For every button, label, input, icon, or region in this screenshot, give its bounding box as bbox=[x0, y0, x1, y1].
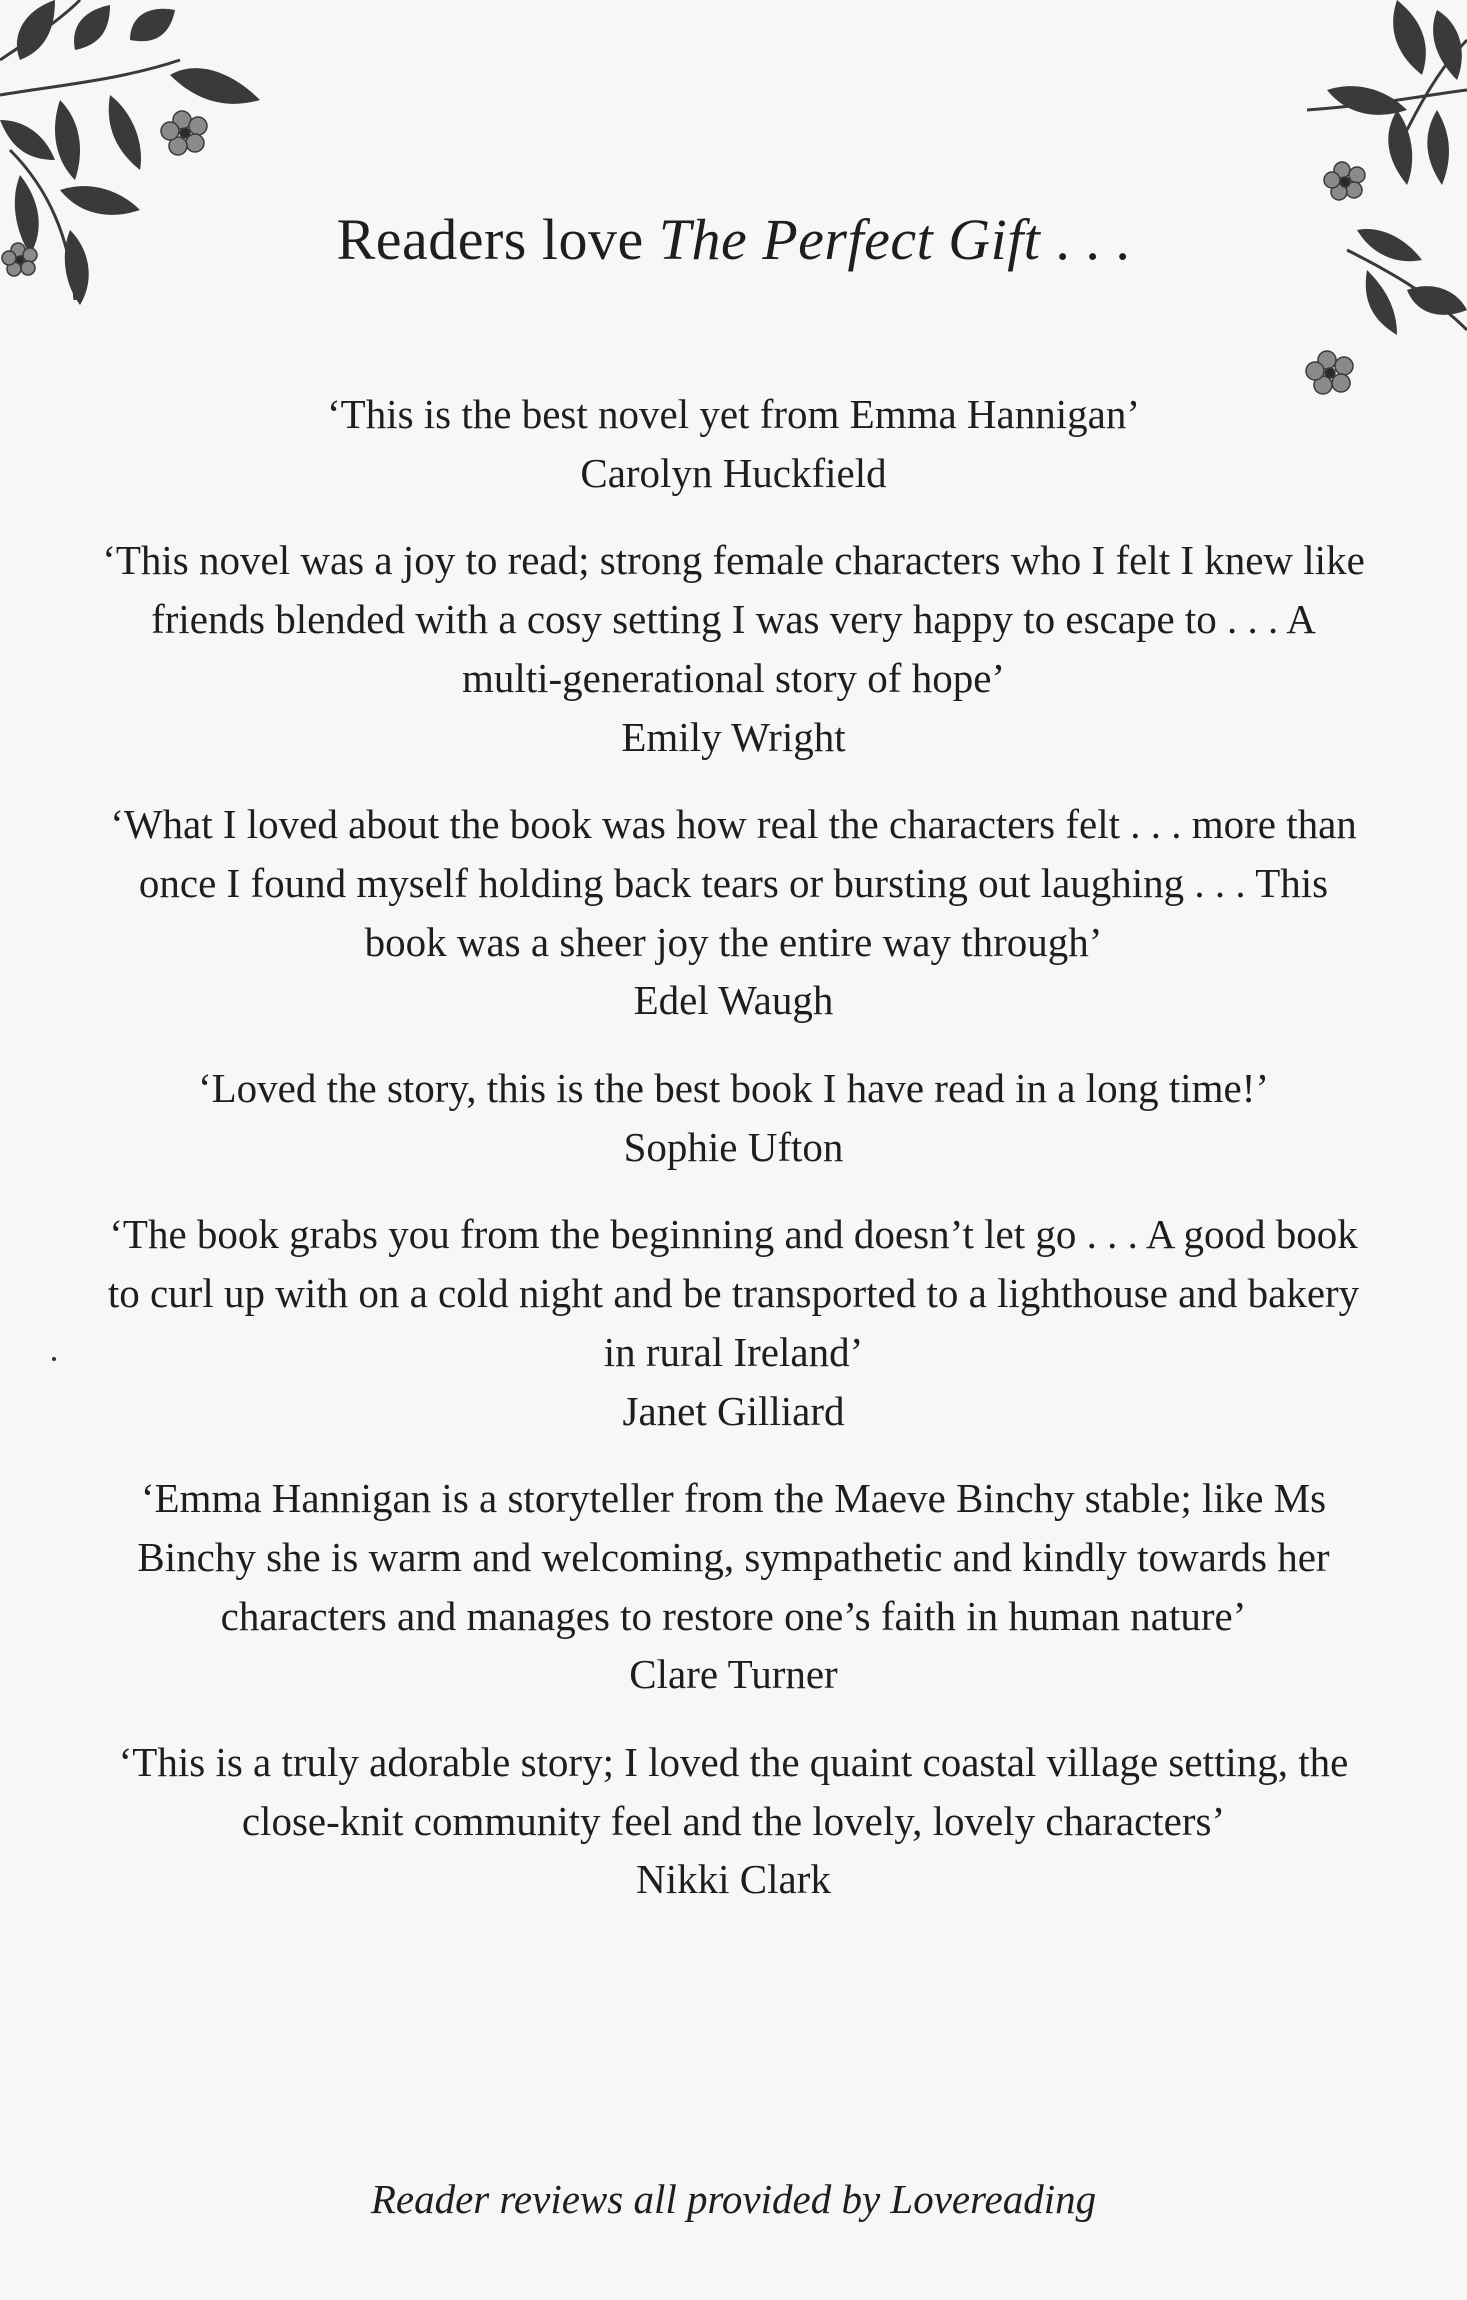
review-item bbox=[100, 1059, 1367, 1176]
review-author: Emily Wright bbox=[621, 713, 846, 760]
print-speck bbox=[52, 1357, 56, 1361]
review-quote: ‘Loved the story, this is the best book I have read in a long time!’ bbox=[197, 1065, 1270, 1112]
page-title bbox=[0, 200, 1467, 280]
review-author: Nikki Clark bbox=[636, 1856, 831, 1903]
title-book-name: The Perfect Gift bbox=[658, 207, 1041, 272]
review-quote: ‘This novel was a joy to read; strong female characters who I felt I knew like friends blended with a cosy setting I was very happy to escape to . . . A multi-generational story of hope’ bbox=[102, 537, 1365, 701]
review-item bbox=[100, 1469, 1367, 1704]
review-item bbox=[100, 795, 1367, 1030]
reviews-credit: Reader reviews all provided by Lovereading bbox=[370, 2176, 1097, 2222]
review-author: Clare Turner bbox=[629, 1651, 838, 1698]
review-author: Edel Waugh bbox=[633, 977, 834, 1024]
review-quote: ‘This is the best novel yet from Emma Hannigan’ bbox=[327, 391, 1140, 437]
review-item bbox=[100, 531, 1367, 766]
flower-icon bbox=[161, 111, 207, 155]
review-item bbox=[100, 1205, 1367, 1440]
review-item bbox=[100, 385, 1367, 502]
review-author: Janet Gilliard bbox=[622, 1387, 845, 1434]
review-quote: ‘Emma Hannigan is a storyteller from the Maeve Binchy stable; like Ms Binchy she is warm and welcoming, sympathetic and kindly towards her characters and manages to restore one’s faith in human nature’ bbox=[137, 1475, 1330, 1639]
review-item bbox=[100, 1733, 1367, 1909]
review-quote: ‘The book grabs you from the beginning and doesn’t let go . . . A good book to curl up with on a cold night and be transported to a lighthouse and bakery in rural Ireland’ bbox=[107, 1211, 1360, 1375]
title-prefix: Readers love bbox=[336, 207, 659, 272]
review-author: Sophie Ufton bbox=[623, 1123, 844, 1170]
review-author: Carolyn Huckfield bbox=[580, 449, 887, 496]
review-quote: ‘This is a truly adorable story; I loved the quaint coastal village setting, the close-knit community feel and the lovely, lovely characters’ bbox=[118, 1739, 1349, 1844]
title-suffix: . . . bbox=[1040, 207, 1131, 272]
reviews-list bbox=[100, 385, 1367, 1938]
review-quote: ‘What I loved about the book was how real the characters felt . . . more than once I found myself holding back tears or bursting out laughing . . . This book was a sheer joy the entire way through’ bbox=[110, 801, 1357, 965]
